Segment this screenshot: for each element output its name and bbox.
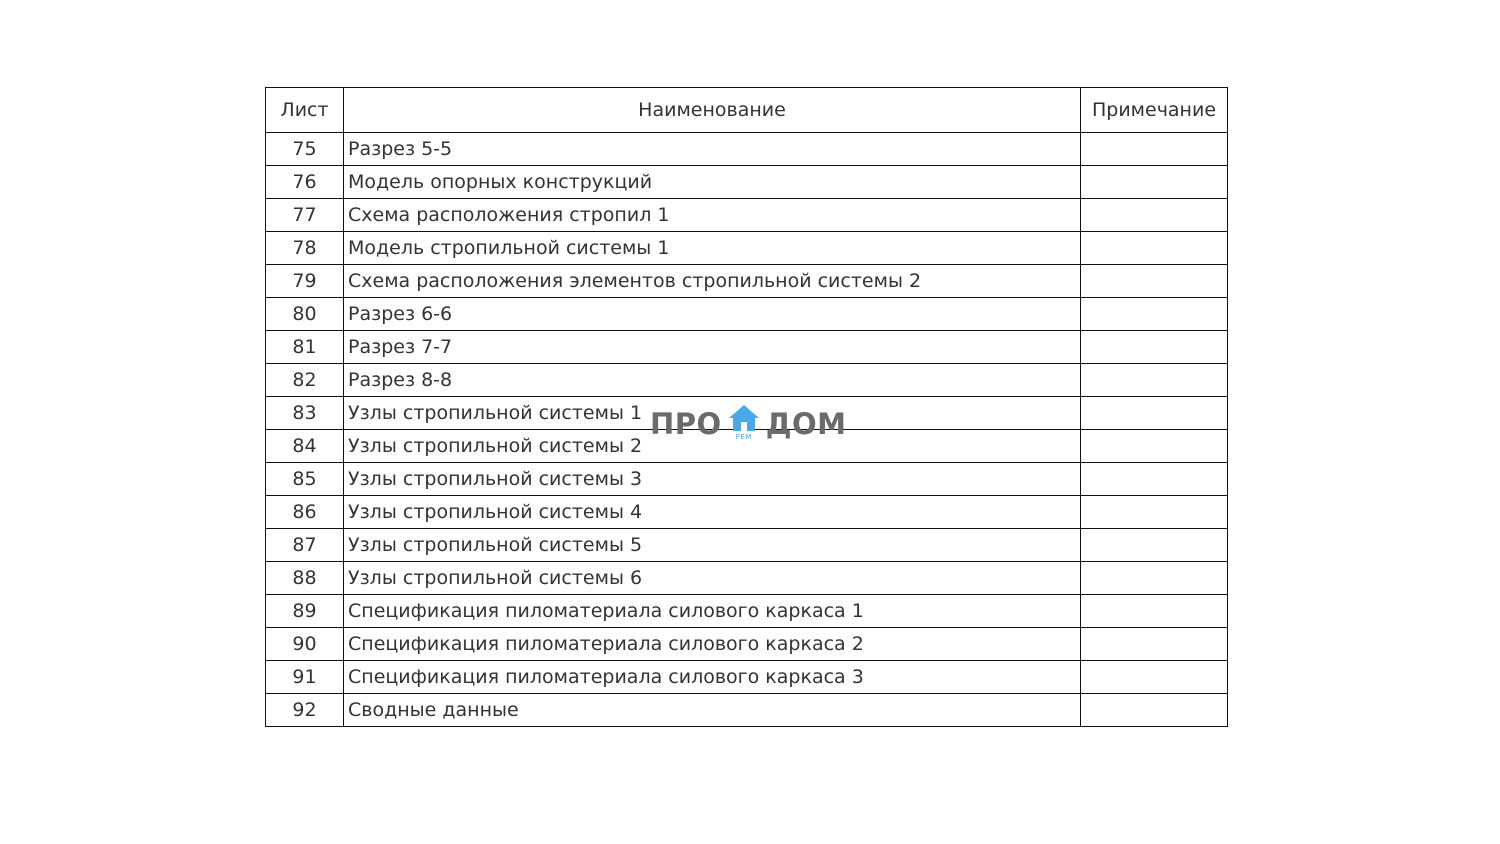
table-row — [266, 232, 1228, 265]
sheets-table — [265, 87, 1228, 727]
cell-note — [1081, 166, 1228, 199]
cell-note — [1081, 529, 1228, 562]
table-row — [266, 331, 1228, 364]
cell-sheet-number: 84 — [266, 430, 344, 463]
cell-note — [1081, 232, 1228, 265]
cell-note — [1081, 298, 1228, 331]
cell-sheet-name: Модель стропильной системы 1 — [344, 232, 1081, 265]
table-row — [266, 496, 1228, 529]
table-header-row — [266, 88, 1228, 133]
cell-sheet-number: 92 — [266, 694, 344, 727]
watermark-left-text: ПРО — [650, 407, 722, 441]
cell-sheet-name: Спецификация пиломатериала силового каркаса 3 — [344, 661, 1081, 694]
cell-note — [1081, 694, 1228, 727]
watermark-small-text: РЕМ — [735, 433, 752, 441]
cell-sheet-number: 90 — [266, 628, 344, 661]
cell-sheet-name: Спецификация пиломатериала силового каркаса 1 — [344, 595, 1081, 628]
cell-sheet-number: 89 — [266, 595, 344, 628]
table-row — [266, 265, 1228, 298]
cell-sheet-name: Разрез 8-8 — [344, 364, 1081, 397]
cell-note — [1081, 199, 1228, 232]
cell-note — [1081, 595, 1228, 628]
table-row — [266, 661, 1228, 694]
cell-sheet-number: 85 — [266, 463, 344, 496]
cell-sheet-number: 75 — [266, 133, 344, 166]
table-row — [266, 529, 1228, 562]
header-note: Примечание — [1081, 88, 1228, 133]
cell-sheet-name: Разрез 7-7 — [344, 331, 1081, 364]
cell-sheet-number: 80 — [266, 298, 344, 331]
cell-note — [1081, 133, 1228, 166]
cell-sheet-number: 79 — [266, 265, 344, 298]
cell-note — [1081, 496, 1228, 529]
header-sheet: Лист — [266, 88, 344, 133]
cell-sheet-name: Схема расположения элементов стропильной системы 2 — [344, 265, 1081, 298]
cell-sheet-number: 81 — [266, 331, 344, 364]
cell-sheet-number: 83 — [266, 397, 344, 430]
cell-note — [1081, 265, 1228, 298]
table-row — [266, 430, 1228, 463]
cell-sheet-name: Узлы стропильной системы 2 — [344, 430, 1081, 463]
cell-sheet-name: Сводные данные — [344, 694, 1081, 727]
cell-sheet-name: Разрез 5-5 — [344, 133, 1081, 166]
cell-sheet-number: 77 — [266, 199, 344, 232]
cell-note — [1081, 463, 1228, 496]
table-body — [266, 133, 1228, 727]
table-row — [266, 298, 1228, 331]
table-row — [266, 463, 1228, 496]
cell-sheet-number: 91 — [266, 661, 344, 694]
cell-note — [1081, 628, 1228, 661]
cell-sheet-number: 76 — [266, 166, 344, 199]
watermark-right-text: ДОМ — [765, 407, 847, 441]
cell-sheet-name: Спецификация пиломатериала силового каркаса 2 — [344, 628, 1081, 661]
table-row — [266, 133, 1228, 166]
cell-sheet-name: Узлы стропильной системы 6 — [344, 562, 1081, 595]
table-row — [266, 694, 1228, 727]
cell-sheet-name: Узлы стропильной системы 1 — [344, 397, 1081, 430]
table-row — [266, 628, 1228, 661]
cell-sheet-number: 86 — [266, 496, 344, 529]
cell-note — [1081, 364, 1228, 397]
table-row — [266, 364, 1228, 397]
cell-sheet-name: Узлы стропильной системы 5 — [344, 529, 1081, 562]
cell-sheet-number: 78 — [266, 232, 344, 265]
table-row — [266, 595, 1228, 628]
cell-sheet-name: Разрез 6-6 — [344, 298, 1081, 331]
cell-sheet-name: Схема расположения стропил 1 — [344, 199, 1081, 232]
cell-sheet-number: 88 — [266, 562, 344, 595]
cell-sheet-name: Узлы стропильной системы 3 — [344, 463, 1081, 496]
cell-note — [1081, 430, 1228, 463]
cell-sheet-name: Модель опорных конструкций — [344, 166, 1081, 199]
cell-sheet-number: 87 — [266, 529, 344, 562]
cell-note — [1081, 661, 1228, 694]
cell-sheet-name: Узлы стропильной системы 4 — [344, 496, 1081, 529]
table-row — [266, 199, 1228, 232]
table-row — [266, 562, 1228, 595]
header-name: Наименование — [344, 88, 1081, 133]
table-row — [266, 166, 1228, 199]
table-row — [266, 397, 1228, 430]
cell-note — [1081, 397, 1228, 430]
cell-note — [1081, 331, 1228, 364]
cell-note — [1081, 562, 1228, 595]
cell-sheet-number: 82 — [266, 364, 344, 397]
